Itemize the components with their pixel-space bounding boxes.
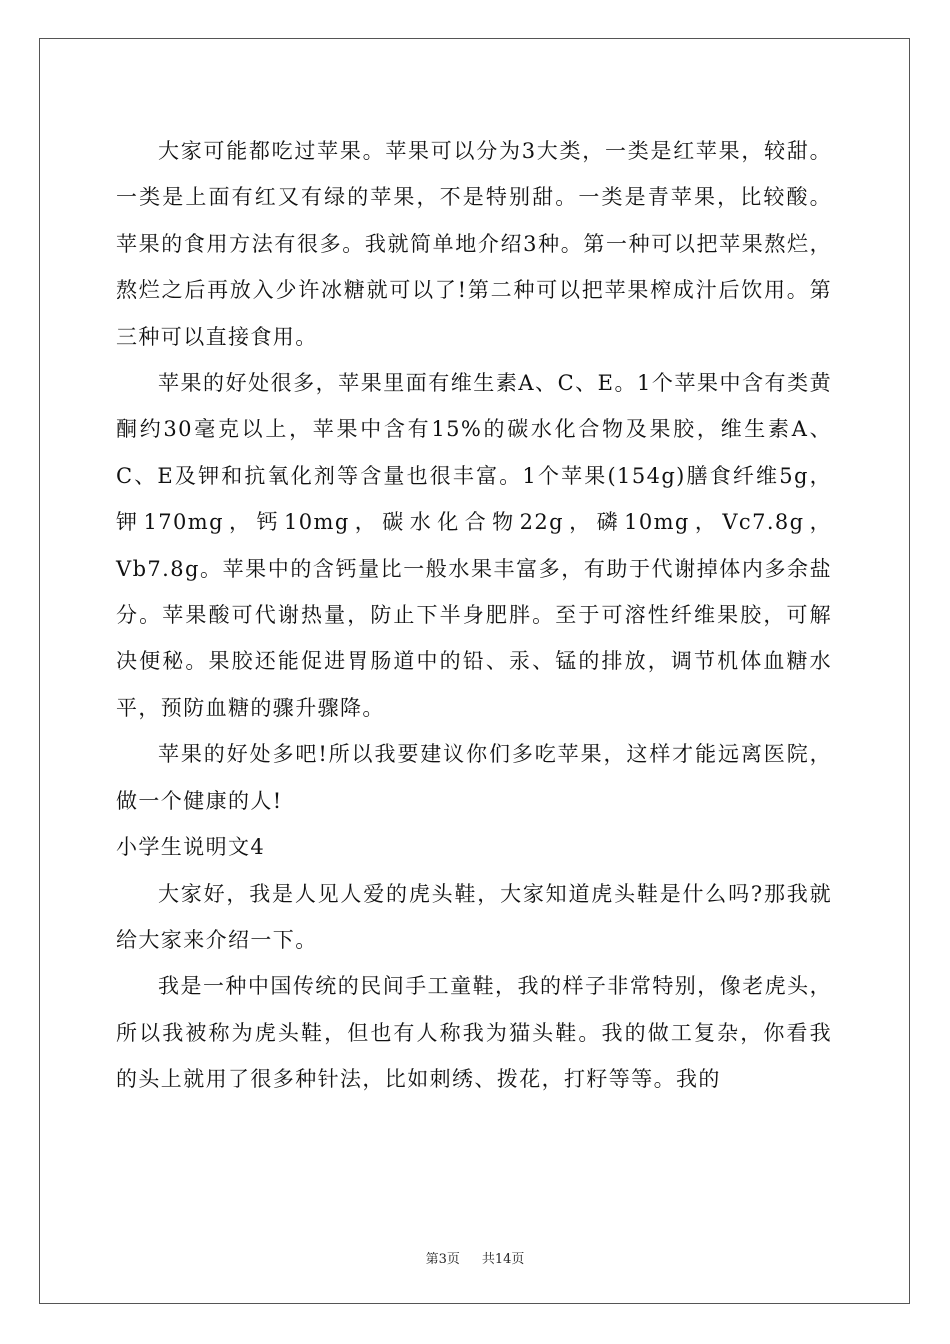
paragraph-tiger-shoe-intro: 大家好，我是人见人爱的虎头鞋，大家知道虎头鞋是什么吗?那我就给大家来介绍一下。	[116, 881, 832, 952]
paragraph-tiger-shoe-description: 我是一种中国传统的民间手工童鞋，我的样子非常特别，像老虎头，所以我被称为虎头鞋，但也有人称我为猫头鞋。我的做工复杂，你看我的头上就用了很多种针法，比如刺绣、拨花，打籽等等。我的	[116, 974, 832, 1092]
document-body	[116, 128, 832, 1103]
paragraph-apple-benefits: 苹果的好处很多，苹果里面有维生素A、C、E。1个苹果中含有类黄酮约30毫克以上，苹果中含有15%的碳水化合物及果胶，维生素A、C、E及钾和抗氧化剂等含量也很丰富。1个苹果(154g)膳食纤维5g，钾170mg，钙10mg，碳水化合物22g，磷10mg，Vc7.8g，Vb7.8g。苹果中的含钙量比一般水果丰富多，有助于代谢掉体内多余盐分。苹果酸可代谢热量，防止下半身肥胖。至于可溶性纤维果胶，可解决便秘。果胶还能促进胃肠道中的铅、汞、锰的排放，调节机体血糖水平，预防血糖的骤升骤降。	[116, 371, 832, 720]
page-number: 第3页	[425, 1252, 460, 1267]
paragraph-apple-conclusion: 苹果的好处多吧!所以我要建议你们多吃苹果，这样才能远离医院，做一个健康的人!	[116, 742, 832, 813]
page-total: 共14页	[481, 1252, 525, 1267]
page-footer	[0, 1248, 950, 1267]
section-heading: 小学生说明文4	[116, 835, 266, 860]
paragraph-apple-types: 大家可能都吃过苹果。苹果可以分为3大类，一类是红苹果，较甜。一类是上面有红又有绿的苹果，不是特别甜。一类是青苹果，比较酸。苹果的食用方法有很多。我就简单地介绍3种。第一种可以把苹果熬烂，熬烂之后再放入少许冰糖就可以了!第二种可以把苹果榨成汁后饮用。第三种可以直接食用。	[116, 139, 832, 349]
